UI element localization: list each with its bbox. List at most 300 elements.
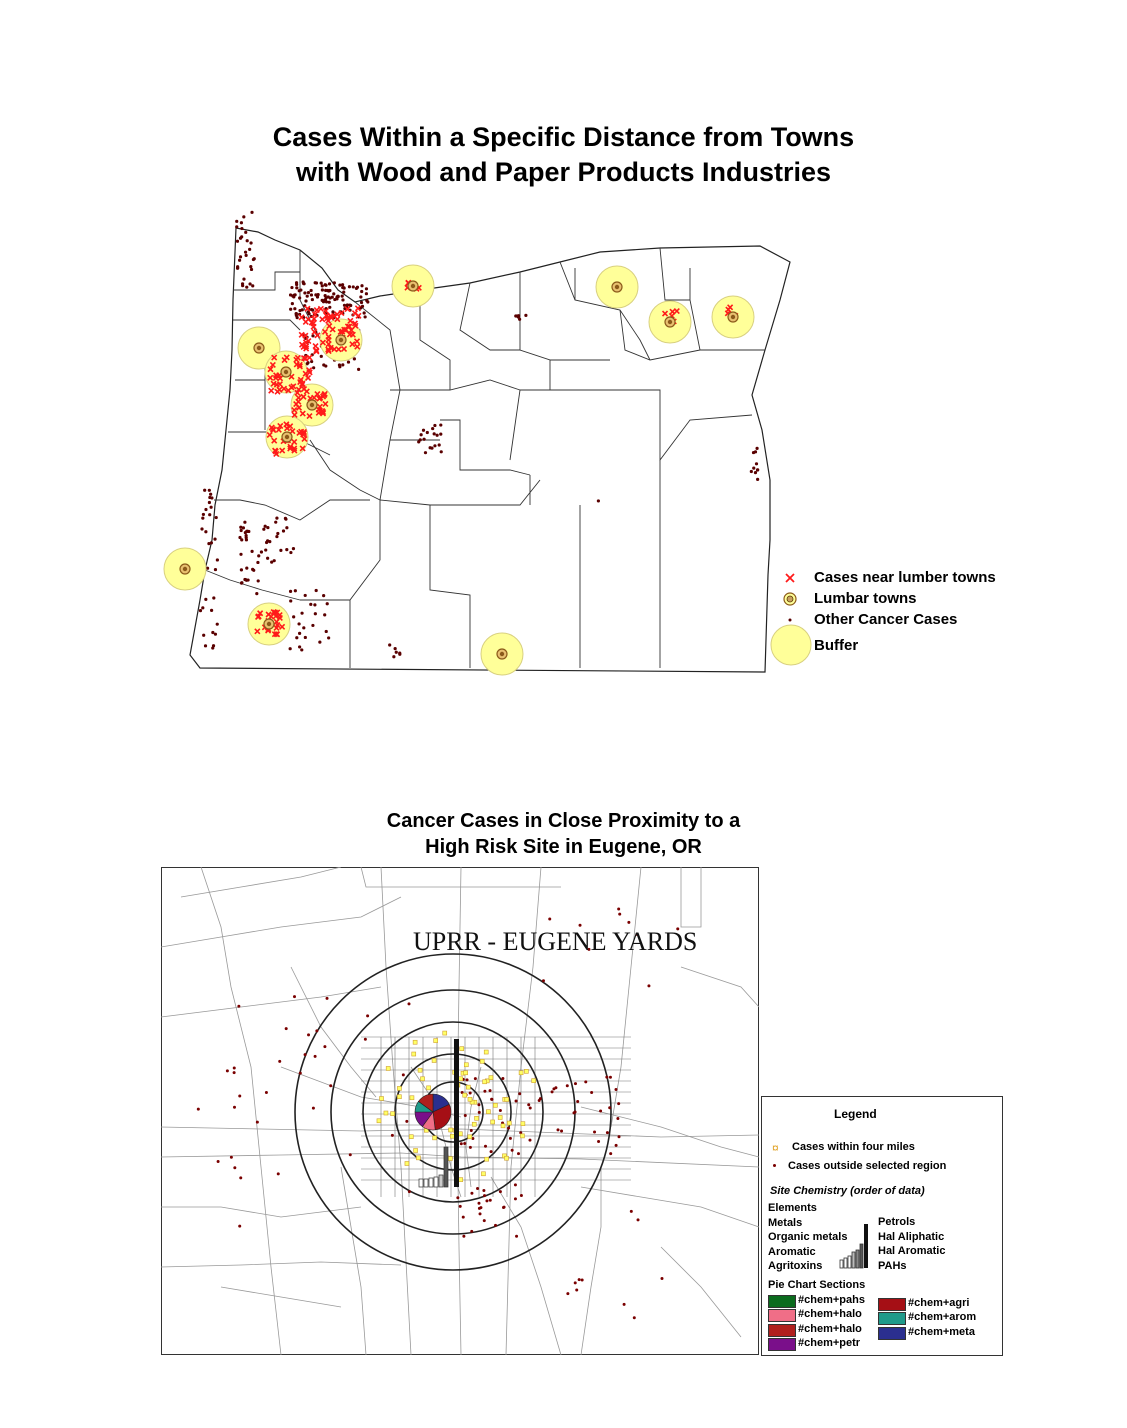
lumbar-town-legend-icon (784, 593, 796, 605)
other-case (235, 225, 238, 228)
other-case (202, 513, 205, 516)
other-case (246, 239, 249, 242)
other-case (322, 594, 325, 597)
other-case (239, 255, 242, 258)
other-case (245, 567, 248, 570)
other-case (238, 259, 241, 262)
other-case (245, 254, 248, 257)
outside-case (566, 1084, 569, 1087)
outside-case (407, 1002, 410, 1005)
other-case (250, 211, 253, 214)
outside-case (515, 1235, 518, 1238)
other-case (309, 603, 312, 606)
outside-case (237, 1005, 240, 1008)
other-case (242, 278, 245, 281)
other-case (341, 363, 344, 366)
pie-section-label: #chem+petr (798, 1336, 861, 1349)
within-case (377, 1119, 381, 1123)
outside-case (617, 1102, 620, 1105)
outside-case (542, 979, 545, 982)
within-case (409, 1135, 413, 1139)
outside-case (574, 1110, 577, 1113)
outside-case (478, 1207, 481, 1210)
other-case (420, 433, 423, 436)
site-bar-5 (444, 1147, 448, 1187)
outside-case (197, 1108, 200, 1111)
other-case (279, 549, 282, 552)
outside-case (478, 1202, 481, 1205)
other-case (329, 296, 332, 299)
outside-case (277, 1172, 280, 1175)
lumbar-town-2 (665, 317, 675, 327)
other-case (212, 596, 215, 599)
other-case (323, 613, 326, 616)
legend-outside-label: Cases outside selected region (788, 1160, 947, 1172)
other-case (310, 289, 313, 292)
other-case (353, 357, 356, 360)
other-case (295, 312, 298, 315)
outside-case-legend-icon (773, 1164, 776, 1167)
legend-buffer-label: Buffer (814, 637, 859, 654)
outside-case (483, 1194, 486, 1197)
outside-case (630, 1210, 633, 1213)
other-case (324, 283, 327, 286)
outside-case (618, 913, 621, 916)
other-case (365, 292, 368, 295)
other-case (289, 590, 292, 593)
chem-right-item: Petrols (878, 1216, 916, 1228)
outside-case (548, 917, 551, 920)
other-case (325, 300, 328, 303)
other-case (359, 295, 362, 298)
within-case (505, 1097, 509, 1101)
within-case (468, 1135, 472, 1139)
within-case (416, 1156, 420, 1160)
lumbar-town-7 (307, 400, 317, 410)
outside-case (574, 1281, 577, 1284)
other-case (315, 589, 318, 592)
other-case (310, 308, 313, 311)
other-case (388, 643, 391, 646)
within-case (427, 1086, 431, 1090)
other-case (240, 235, 243, 238)
other-case (311, 334, 314, 337)
outside-case (614, 1088, 617, 1091)
outside-case (278, 1060, 281, 1063)
within-case (413, 1040, 417, 1044)
other-case (346, 303, 349, 306)
within-case (434, 1039, 438, 1043)
other-case (275, 517, 278, 520)
other-case (756, 468, 759, 471)
other-case (292, 547, 295, 550)
other-case (289, 551, 292, 554)
other-case (298, 296, 301, 299)
other-case (246, 578, 249, 581)
site-bar-3 (434, 1177, 438, 1187)
other-case (295, 286, 298, 289)
lumbar-town-4 (254, 343, 264, 353)
other-case (433, 424, 436, 427)
other-case (290, 286, 293, 289)
outside-case (323, 1045, 326, 1048)
other-case (248, 248, 251, 251)
other-case (352, 285, 355, 288)
outside-case (489, 1199, 492, 1202)
chem-left-item: Agritoxins (768, 1260, 823, 1272)
outside-case (581, 1278, 584, 1281)
outside-case (578, 1278, 581, 1281)
site-bar-0 (419, 1179, 423, 1187)
other-case (210, 506, 213, 509)
outside-case (226, 1069, 229, 1072)
other-case (251, 568, 254, 571)
other-case (289, 599, 292, 602)
other-case (248, 282, 251, 285)
other-case (203, 489, 206, 492)
within-case (486, 1110, 490, 1114)
outside-case (490, 1150, 493, 1153)
outside-case (460, 1142, 463, 1145)
within-case (501, 1124, 505, 1128)
outside-case (517, 1152, 520, 1155)
other-case (257, 579, 260, 582)
outside-case (314, 1055, 317, 1058)
outside-case (239, 1176, 242, 1179)
other-case (326, 602, 329, 605)
within-case (472, 1122, 476, 1126)
other-case (315, 281, 318, 284)
outside-case (609, 1076, 612, 1079)
other-case (201, 606, 204, 609)
within-case (498, 1115, 502, 1119)
outside-case (238, 1094, 241, 1097)
within-case (421, 1077, 425, 1081)
other-case (431, 427, 434, 430)
chem-right-item: PAHs (878, 1259, 907, 1272)
other-case (204, 598, 207, 601)
within-case (459, 1178, 463, 1182)
other-case (270, 561, 273, 564)
other-case (360, 284, 363, 287)
within-case (386, 1066, 390, 1070)
other-case (292, 615, 295, 618)
other-case (243, 521, 246, 524)
other-case (364, 315, 367, 318)
other-case (320, 355, 323, 358)
other-case (274, 521, 277, 524)
within-case (448, 1157, 452, 1161)
other-case (363, 311, 366, 314)
other-case (289, 308, 292, 311)
outside-case (605, 1076, 608, 1079)
other-case (341, 298, 344, 301)
other-case (257, 554, 260, 557)
site-label: UPRR - EUGENE YARDS (413, 927, 698, 956)
other-case (210, 496, 213, 499)
buffer-layer (164, 265, 754, 675)
other-case (216, 558, 219, 561)
other-case (213, 538, 216, 541)
other-case (300, 648, 303, 651)
other-case (240, 581, 243, 584)
other-case (514, 314, 517, 317)
other-case (310, 293, 313, 296)
outside-case (618, 1135, 621, 1138)
near-case (313, 344, 318, 349)
within-case (460, 1047, 464, 1051)
other-case (199, 609, 202, 612)
outside-case (233, 1166, 236, 1169)
outside-case (364, 1038, 367, 1041)
lumbar-town-0 (408, 281, 418, 291)
outside-case (490, 1098, 493, 1101)
other-case (255, 592, 258, 595)
other-case (242, 215, 245, 218)
other-case (302, 626, 305, 629)
other-case (347, 360, 350, 363)
cases-near-legend-icon (786, 574, 794, 582)
other-case (204, 644, 207, 647)
outside-case (623, 1303, 626, 1306)
other-case (328, 282, 331, 285)
within-case (397, 1086, 401, 1090)
pie-section-swatch (878, 1298, 906, 1311)
other-case (439, 433, 442, 436)
other-case (208, 489, 211, 492)
outside-case (483, 1219, 486, 1222)
outside-case (456, 1196, 459, 1199)
other-case (208, 513, 211, 516)
map2-legend-title: Legend (834, 1107, 877, 1121)
within-case (481, 1172, 485, 1176)
lumbar-town-1 (612, 282, 622, 292)
outside-case (265, 1091, 268, 1094)
lumbar-town-9 (180, 564, 190, 574)
other-case (240, 538, 243, 541)
outside-case (408, 1190, 411, 1193)
other-case (311, 624, 314, 627)
other-case (276, 532, 279, 535)
pie-section-label: #chem+meta (908, 1325, 975, 1338)
outside-case (326, 997, 329, 1000)
within-case (524, 1069, 528, 1073)
outside-case (233, 1071, 236, 1074)
within-case (391, 1112, 395, 1116)
site-chemistry-title: Site Chemistry (order of data) (770, 1185, 925, 1197)
outside-case (609, 1152, 612, 1155)
other-case (240, 529, 243, 532)
other-case (321, 299, 324, 302)
outside-case (462, 1235, 465, 1238)
within-case (468, 1097, 472, 1101)
pie-section-swatch (878, 1327, 906, 1340)
other-case (285, 548, 288, 551)
outside-case (566, 1292, 569, 1295)
other-case (333, 281, 336, 284)
other-case (314, 612, 317, 615)
other-case (398, 651, 401, 654)
outside-case (391, 1134, 394, 1137)
outside-case (574, 1082, 577, 1085)
outside-case (485, 1199, 488, 1202)
other-case (417, 440, 420, 443)
other-case (394, 647, 397, 650)
other-case (295, 636, 298, 639)
outside-case (511, 1149, 514, 1152)
outside-case (633, 1316, 636, 1319)
within-case (489, 1076, 493, 1080)
legend-within-label: Cases within four miles (792, 1141, 915, 1153)
other-case (256, 561, 259, 564)
within-case (397, 1095, 401, 1099)
other-case (245, 536, 248, 539)
outside-case (515, 1100, 518, 1103)
other-case (243, 578, 246, 581)
other-case (365, 287, 368, 290)
outside-case (238, 1225, 241, 1228)
outside-case (349, 1153, 352, 1156)
other-case (318, 641, 321, 644)
other-case (216, 623, 219, 626)
other-case (275, 535, 278, 538)
other-case (343, 286, 346, 289)
other-case (296, 316, 299, 319)
outside-case (575, 1289, 578, 1292)
outside-case (478, 1111, 481, 1114)
outside-case (482, 1189, 485, 1192)
outside-case (529, 1107, 532, 1110)
other-case (204, 530, 207, 533)
outside-case (299, 1072, 302, 1075)
pie-section-label: #chem+halo (798, 1308, 862, 1321)
chem-left-item: Elements (768, 1202, 817, 1214)
other-case (294, 589, 297, 592)
outside-case (527, 1103, 530, 1106)
within-case (493, 1103, 497, 1107)
outside-case (477, 1103, 480, 1106)
other-case (327, 636, 330, 639)
outside-case (256, 1121, 259, 1124)
near-case (307, 355, 312, 360)
other-case (342, 291, 345, 294)
within-case-legend-icon: ¤ (772, 1141, 779, 1155)
other-case (266, 557, 269, 560)
site-pie-chart (415, 1094, 451, 1130)
other-case (304, 636, 307, 639)
pie-section-swatch (768, 1309, 796, 1322)
legend-lumbar-towns-label: Lumbar towns (814, 590, 917, 607)
outside-case (470, 1230, 473, 1233)
outside-case (469, 1146, 472, 1149)
outside-case (476, 1187, 479, 1190)
site-bar-2 (429, 1178, 433, 1187)
other-case (260, 550, 263, 553)
legend-other-cases-label: Other Cancer Cases (814, 611, 958, 628)
other-case (392, 655, 395, 658)
other-case (284, 518, 287, 521)
within-case (507, 1121, 511, 1125)
outside-case (293, 995, 296, 998)
other-case (253, 257, 256, 260)
map1-title-line2: with Wood and Paper Products Industries (295, 157, 832, 187)
other-case (235, 220, 238, 223)
site-bar-1 (424, 1179, 428, 1187)
other-case (311, 298, 314, 301)
buffer-legend-icon (771, 625, 811, 665)
other-case (266, 526, 269, 529)
other-case (752, 467, 755, 470)
outside-case (285, 1027, 288, 1030)
other-case (422, 438, 425, 441)
other-case (750, 470, 753, 473)
within-case (485, 1157, 489, 1161)
pie-sections-title: Pie Chart Sections (768, 1279, 866, 1291)
other-case (306, 361, 309, 364)
other-case (299, 288, 302, 291)
other-case (214, 633, 217, 636)
other-case (524, 314, 527, 317)
other-case (245, 286, 248, 289)
pie-section-label: #chem+agri (908, 1297, 970, 1309)
other-case (249, 241, 252, 244)
outside-case (560, 1129, 563, 1132)
other-case (328, 301, 331, 304)
other-case (298, 632, 301, 635)
outside-case (507, 1127, 510, 1130)
outside-case (606, 1131, 609, 1134)
other-case (321, 284, 324, 287)
outside-case (503, 1206, 506, 1209)
other-case (348, 285, 351, 288)
within-case (449, 1128, 453, 1132)
other-case (250, 550, 253, 553)
within-case (519, 1071, 523, 1075)
outside-case (315, 1029, 318, 1032)
other-case (240, 227, 243, 230)
outside-case (509, 1137, 512, 1140)
outside-case (615, 1144, 618, 1147)
outside-case (304, 1053, 307, 1056)
other-case (360, 290, 363, 293)
chem-left-item: Organic metals (768, 1231, 848, 1243)
outside-case (312, 1107, 315, 1110)
outside-case (462, 1216, 465, 1219)
outside-case (459, 1205, 462, 1208)
other-case (289, 647, 292, 650)
lumbar-town-5 (281, 367, 291, 377)
within-case (483, 1080, 487, 1084)
other-case (214, 568, 217, 571)
other-case (239, 553, 242, 556)
within-case (450, 1134, 454, 1138)
within-case (491, 1120, 495, 1124)
other-case (355, 287, 358, 290)
other-case-legend-icon (789, 619, 792, 622)
other-case (336, 295, 339, 298)
lumbar-town-6 (336, 335, 346, 345)
outside-case (627, 921, 630, 924)
other-case (210, 609, 213, 612)
within-case (414, 1149, 418, 1153)
oregon-map (0, 0, 1127, 700)
within-case (463, 1093, 467, 1097)
within-case (433, 1136, 437, 1140)
other-case (597, 499, 600, 502)
within-case (466, 1085, 470, 1089)
outside-case (217, 1160, 220, 1163)
other-case (244, 251, 247, 254)
